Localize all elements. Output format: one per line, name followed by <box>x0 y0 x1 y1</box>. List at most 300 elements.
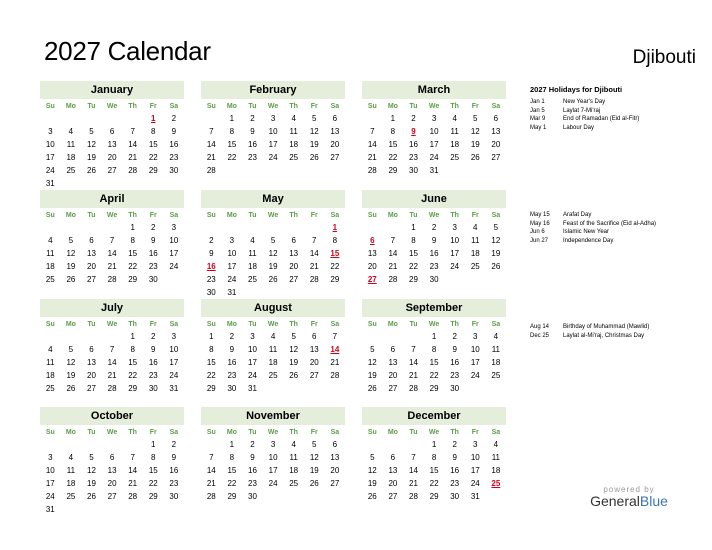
day-cell[interactable]: 29 <box>227 492 237 501</box>
day-cell[interactable]: 22 <box>128 371 138 380</box>
day-cell[interactable]: 9 <box>151 236 156 245</box>
day-cell[interactable]: 15 <box>128 358 138 367</box>
holiday-day-cell[interactable]: 16 <box>206 262 216 271</box>
day-cell[interactable]: 30 <box>248 492 257 501</box>
day-cell[interactable]: 8 <box>130 345 135 354</box>
day-cell[interactable]: 26 <box>470 153 480 162</box>
day-cell[interactable]: 9 <box>151 345 156 354</box>
holiday-day-cell[interactable]: 15 <box>330 249 340 258</box>
day-cell[interactable]: 30 <box>148 384 158 393</box>
day-cell[interactable]: 12 <box>367 466 377 475</box>
day-cell[interactable]: 23 <box>248 479 257 488</box>
day-cell[interactable]: 14 <box>409 358 418 367</box>
day-cell[interactable]: 2 <box>151 223 156 232</box>
day-cell[interactable]: 27 <box>309 371 319 380</box>
day-cell[interactable]: 28 <box>107 384 117 393</box>
day-cell[interactable]: 19 <box>470 140 480 149</box>
day-cell[interactable]: 17 <box>45 153 55 162</box>
day-cell[interactable]: 7 <box>411 345 416 354</box>
day-cell[interactable]: 8 <box>411 236 416 245</box>
day-cell[interactable]: 2 <box>171 114 177 123</box>
day-cell[interactable]: 5 <box>270 236 276 245</box>
day-cell[interactable]: 17 <box>268 466 278 475</box>
day-cell[interactable]: 22 <box>388 153 398 162</box>
day-cell[interactable]: 5 <box>312 114 317 123</box>
day-cell[interactable]: 14 <box>206 466 216 475</box>
day-cell[interactable]: 7 <box>411 453 416 462</box>
day-cell[interactable]: 9 <box>171 453 177 462</box>
day-cell[interactable]: 27 <box>330 153 340 162</box>
day-cell[interactable]: 20 <box>388 479 398 488</box>
day-cell[interactable]: 10 <box>429 127 439 136</box>
day-cell[interactable]: 6 <box>89 345 94 354</box>
day-cell[interactable]: 1 <box>229 440 235 449</box>
day-cell[interactable]: 31 <box>470 492 480 501</box>
day-cell[interactable]: 2 <box>452 332 457 341</box>
day-cell[interactable]: 12 <box>289 345 299 354</box>
day-cell[interactable]: 31 <box>248 384 257 393</box>
day-cell[interactable]: 25 <box>470 262 480 271</box>
day-cell[interactable]: 21 <box>107 262 117 271</box>
day-cell[interactable]: 17 <box>248 358 257 367</box>
day-cell[interactable]: 12 <box>268 249 278 258</box>
day-cell[interactable]: 11 <box>289 127 298 136</box>
day-cell[interactable]: 1 <box>209 332 214 341</box>
day-cell[interactable]: 28 <box>128 166 138 175</box>
day-cell[interactable]: 4 <box>291 114 296 123</box>
day-cell[interactable]: 14 <box>409 466 418 475</box>
day-cell[interactable]: 11 <box>46 249 55 258</box>
day-cell[interactable]: 17 <box>169 358 179 367</box>
day-cell[interactable]: 10 <box>268 453 278 462</box>
day-cell[interactable]: 27 <box>388 384 398 393</box>
day-cell[interactable]: 7 <box>130 453 135 462</box>
day-cell[interactable]: 16 <box>248 140 257 149</box>
day-cell[interactable]: 20 <box>87 371 96 380</box>
day-cell[interactable]: 15 <box>148 466 158 475</box>
day-cell[interactable]: 20 <box>330 140 340 149</box>
day-cell[interactable]: 19 <box>309 140 319 149</box>
day-cell[interactable]: 15 <box>409 249 418 258</box>
day-cell[interactable]: 5 <box>68 236 74 245</box>
day-cell[interactable]: 8 <box>151 127 156 136</box>
day-cell[interactable]: 3 <box>452 223 457 232</box>
day-cell[interactable]: 8 <box>130 236 135 245</box>
day-cell[interactable]: 11 <box>491 345 501 354</box>
day-cell[interactable]: 30 <box>148 275 158 284</box>
day-cell[interactable]: 15 <box>148 140 158 149</box>
day-cell[interactable]: 1 <box>411 223 416 232</box>
day-cell[interactable]: 17 <box>169 249 179 258</box>
day-cell[interactable]: 6 <box>493 114 499 123</box>
day-cell[interactable]: 4 <box>250 236 255 245</box>
day-cell[interactable]: 28 <box>128 492 138 501</box>
day-cell[interactable]: 6 <box>291 236 296 245</box>
day-cell[interactable]: 21 <box>128 153 138 162</box>
day-cell[interactable]: 8 <box>229 453 235 462</box>
day-cell[interactable]: 31 <box>45 505 55 514</box>
day-cell[interactable]: 21 <box>409 371 418 380</box>
day-cell[interactable]: 11 <box>450 127 459 136</box>
day-cell[interactable]: 22 <box>429 371 439 380</box>
day-cell[interactable]: 12 <box>87 140 96 149</box>
day-cell[interactable]: 5 <box>312 440 317 449</box>
day-cell[interactable]: 6 <box>312 332 317 341</box>
day-cell[interactable]: 17 <box>470 358 480 367</box>
day-cell[interactable]: 24 <box>470 479 480 488</box>
day-cell[interactable]: 24 <box>470 371 480 380</box>
day-cell[interactable]: 26 <box>87 166 96 175</box>
day-cell[interactable]: 30 <box>169 492 179 501</box>
day-cell[interactable]: 30 <box>409 166 418 175</box>
day-cell[interactable]: 29 <box>330 275 340 284</box>
day-cell[interactable]: 6 <box>390 345 396 354</box>
day-cell[interactable]: 23 <box>148 262 158 271</box>
day-cell[interactable]: 31 <box>429 166 439 175</box>
day-cell[interactable]: 9 <box>250 127 255 136</box>
day-cell[interactable]: 21 <box>409 479 418 488</box>
day-cell[interactable]: 25 <box>289 153 299 162</box>
day-cell[interactable]: 14 <box>206 140 216 149</box>
day-cell[interactable]: 16 <box>169 140 179 149</box>
day-cell[interactable]: 11 <box>268 345 278 354</box>
day-cell[interactable]: 27 <box>330 479 340 488</box>
day-cell[interactable]: 25 <box>491 371 501 380</box>
day-cell[interactable]: 15 <box>206 358 216 367</box>
day-cell[interactable]: 20 <box>289 262 299 271</box>
day-cell[interactable]: 21 <box>388 262 398 271</box>
day-cell[interactable]: 24 <box>227 275 237 284</box>
day-cell[interactable]: 30 <box>206 288 216 297</box>
day-cell[interactable]: 14 <box>128 140 138 149</box>
day-cell[interactable]: 11 <box>491 453 501 462</box>
day-cell[interactable]: 3 <box>171 332 177 341</box>
day-cell[interactable]: 15 <box>429 466 439 475</box>
day-cell[interactable]: 8 <box>209 345 214 354</box>
holiday-day-cell[interactable]: 14 <box>330 345 340 354</box>
day-cell[interactable]: 29 <box>206 384 216 393</box>
day-cell[interactable]: 10 <box>169 345 179 354</box>
day-cell[interactable]: 18 <box>66 153 76 162</box>
day-cell[interactable]: 15 <box>388 140 398 149</box>
day-cell[interactable]: 26 <box>309 479 319 488</box>
day-cell[interactable]: 18 <box>268 358 278 367</box>
day-cell[interactable]: 2 <box>431 223 437 232</box>
day-cell[interactable]: 17 <box>429 140 439 149</box>
day-cell[interactable]: 13 <box>87 358 96 367</box>
day-cell[interactable]: 12 <box>66 358 76 367</box>
day-cell[interactable]: 29 <box>148 492 158 501</box>
day-cell[interactable]: 12 <box>367 358 377 367</box>
day-cell[interactable]: 2 <box>250 440 255 449</box>
day-cell[interactable]: 22 <box>227 153 237 162</box>
day-cell[interactable]: 20 <box>309 358 319 367</box>
day-cell[interactable]: 3 <box>250 332 255 341</box>
day-cell[interactable]: 27 <box>87 384 96 393</box>
day-cell[interactable]: 13 <box>491 127 501 136</box>
day-cell[interactable]: 10 <box>450 236 460 245</box>
day-cell[interactable]: 28 <box>206 492 216 501</box>
day-cell[interactable]: 28 <box>409 492 418 501</box>
day-cell[interactable]: 9 <box>229 345 235 354</box>
day-cell[interactable]: 13 <box>309 345 319 354</box>
day-cell[interactable]: 28 <box>107 275 117 284</box>
day-cell[interactable]: 5 <box>89 127 94 136</box>
day-cell[interactable]: 19 <box>367 371 377 380</box>
day-cell[interactable]: 22 <box>227 479 237 488</box>
day-cell[interactable]: 26 <box>367 492 377 501</box>
day-cell[interactable]: 20 <box>367 262 377 271</box>
day-cell[interactable]: 20 <box>87 262 96 271</box>
day-cell[interactable]: 11 <box>66 140 76 149</box>
day-cell[interactable]: 13 <box>330 127 340 136</box>
day-cell[interactable]: 23 <box>169 479 179 488</box>
day-cell[interactable]: 16 <box>169 466 179 475</box>
day-cell[interactable]: 8 <box>431 345 437 354</box>
day-cell[interactable]: 12 <box>470 127 480 136</box>
day-cell[interactable]: 5 <box>68 345 74 354</box>
day-cell[interactable]: 25 <box>289 479 299 488</box>
day-cell[interactable]: 28 <box>330 371 340 380</box>
day-cell[interactable]: 6 <box>109 127 115 136</box>
day-cell[interactable]: 18 <box>491 466 501 475</box>
day-cell[interactable]: 8 <box>151 453 156 462</box>
day-cell[interactable]: 4 <box>452 114 457 123</box>
day-cell[interactable]: 27 <box>107 166 117 175</box>
day-cell[interactable]: 10 <box>45 466 55 475</box>
day-cell[interactable]: 29 <box>429 384 439 393</box>
day-cell[interactable]: 26 <box>309 153 319 162</box>
day-cell[interactable]: 5 <box>473 114 478 123</box>
day-cell[interactable]: 23 <box>148 371 158 380</box>
day-cell[interactable]: 7 <box>332 332 338 341</box>
day-cell[interactable]: 19 <box>309 466 319 475</box>
day-cell[interactable]: 23 <box>450 479 460 488</box>
day-cell[interactable]: 10 <box>470 453 480 462</box>
day-cell[interactable]: 24 <box>248 371 257 380</box>
day-cell[interactable]: 7 <box>209 127 214 136</box>
day-cell[interactable]: 2 <box>250 114 255 123</box>
day-cell[interactable]: 11 <box>248 249 257 258</box>
day-cell[interactable]: 10 <box>268 127 278 136</box>
day-cell[interactable]: 6 <box>332 440 338 449</box>
day-cell[interactable]: 18 <box>470 249 480 258</box>
day-cell[interactable]: 4 <box>68 453 74 462</box>
day-cell[interactable]: 29 <box>429 492 439 501</box>
day-cell[interactable]: 19 <box>87 153 96 162</box>
day-cell[interactable]: 5 <box>89 453 94 462</box>
day-cell[interactable]: 21 <box>309 262 319 271</box>
day-cell[interactable]: 4 <box>270 332 276 341</box>
day-cell[interactable]: 7 <box>370 127 375 136</box>
day-cell[interactable]: 24 <box>169 371 179 380</box>
day-cell[interactable]: 18 <box>66 479 76 488</box>
day-cell[interactable]: 24 <box>450 262 460 271</box>
day-cell[interactable]: 19 <box>367 479 377 488</box>
day-cell[interactable]: 31 <box>169 384 179 393</box>
day-cell[interactable]: 3 <box>229 236 235 245</box>
day-cell[interactable]: 15 <box>128 249 138 258</box>
day-cell[interactable]: 4 <box>68 127 74 136</box>
day-cell[interactable]: 26 <box>66 384 76 393</box>
day-cell[interactable]: 1 <box>130 223 135 232</box>
day-cell[interactable]: 7 <box>109 345 115 354</box>
day-cell[interactable]: 18 <box>289 466 299 475</box>
day-cell[interactable]: 8 <box>431 453 437 462</box>
day-cell[interactable]: 8 <box>390 127 396 136</box>
day-cell[interactable]: 24 <box>45 166 55 175</box>
day-cell[interactable]: 19 <box>268 262 278 271</box>
day-cell[interactable]: 12 <box>309 453 319 462</box>
day-cell[interactable]: 16 <box>148 358 158 367</box>
day-cell[interactable]: 22 <box>128 262 138 271</box>
day-cell[interactable]: 12 <box>309 127 319 136</box>
day-cell[interactable]: 24 <box>268 479 278 488</box>
day-cell[interactable]: 6 <box>89 236 94 245</box>
day-cell[interactable]: 22 <box>148 479 158 488</box>
day-cell[interactable]: 18 <box>491 358 501 367</box>
holiday-day-cell[interactable]: 6 <box>370 236 375 245</box>
day-cell[interactable]: 3 <box>431 114 437 123</box>
day-cell[interactable]: 23 <box>206 275 216 284</box>
day-cell[interactable]: 2 <box>229 332 235 341</box>
day-cell[interactable]: 16 <box>409 140 418 149</box>
day-cell[interactable]: 14 <box>309 249 319 258</box>
day-cell[interactable]: 23 <box>169 153 179 162</box>
holiday-day-cell[interactable]: 1 <box>151 114 156 123</box>
day-cell[interactable]: 31 <box>45 179 55 188</box>
day-cell[interactable]: 10 <box>470 345 480 354</box>
day-cell[interactable]: 5 <box>370 345 375 354</box>
day-cell[interactable]: 23 <box>248 153 257 162</box>
day-cell[interactable]: 23 <box>227 371 237 380</box>
day-cell[interactable]: 20 <box>107 153 117 162</box>
day-cell[interactable]: 18 <box>45 371 55 380</box>
holiday-day-cell[interactable]: 9 <box>411 127 416 136</box>
holiday-day-cell[interactable]: 1 <box>332 223 338 232</box>
day-cell[interactable]: 23 <box>450 371 460 380</box>
day-cell[interactable]: 7 <box>109 236 115 245</box>
day-cell[interactable]: 13 <box>388 358 398 367</box>
day-cell[interactable]: 19 <box>87 479 96 488</box>
day-cell[interactable]: 21 <box>128 479 138 488</box>
day-cell[interactable]: 1 <box>431 332 437 341</box>
day-cell[interactable]: 12 <box>491 236 501 245</box>
day-cell[interactable]: 16 <box>148 249 158 258</box>
day-cell[interactable]: 1 <box>151 440 156 449</box>
day-cell[interactable]: 28 <box>206 166 216 175</box>
day-cell[interactable]: 1 <box>130 332 135 341</box>
day-cell[interactable]: 25 <box>450 153 460 162</box>
day-cell[interactable]: 17 <box>45 479 55 488</box>
day-cell[interactable]: 1 <box>431 440 437 449</box>
day-cell[interactable]: 9 <box>431 236 437 245</box>
day-cell[interactable]: 26 <box>289 371 299 380</box>
day-cell[interactable]: 15 <box>227 140 237 149</box>
day-cell[interactable]: 2 <box>452 440 457 449</box>
day-cell[interactable]: 21 <box>367 153 377 162</box>
day-cell[interactable]: 3 <box>171 223 177 232</box>
day-cell[interactable]: 15 <box>429 358 439 367</box>
day-cell[interactable]: 26 <box>268 275 278 284</box>
day-cell[interactable]: 19 <box>289 358 299 367</box>
day-cell[interactable]: 22 <box>409 262 418 271</box>
day-cell[interactable]: 12 <box>66 249 76 258</box>
day-cell[interactable]: 10 <box>227 249 237 258</box>
day-cell[interactable]: 22 <box>429 479 439 488</box>
day-cell[interactable]: 29 <box>148 166 158 175</box>
day-cell[interactable]: 9 <box>171 127 177 136</box>
day-cell[interactable]: 20 <box>388 371 398 380</box>
day-cell[interactable]: 3 <box>48 127 53 136</box>
day-cell[interactable]: 27 <box>388 492 398 501</box>
day-cell[interactable]: 24 <box>429 153 439 162</box>
day-cell[interactable]: 7 <box>390 236 396 245</box>
day-cell[interactable]: 6 <box>332 114 338 123</box>
day-cell[interactable]: 16 <box>429 249 439 258</box>
day-cell[interactable]: 21 <box>206 153 216 162</box>
day-cell[interactable]: 28 <box>309 275 319 284</box>
day-cell[interactable]: 13 <box>87 249 96 258</box>
day-cell[interactable]: 18 <box>289 140 299 149</box>
day-cell[interactable]: 25 <box>66 492 76 501</box>
day-cell[interactable]: 22 <box>330 262 340 271</box>
day-cell[interactable]: 11 <box>66 466 76 475</box>
day-cell[interactable]: 28 <box>388 275 398 284</box>
day-cell[interactable]: 21 <box>330 358 340 367</box>
day-cell[interactable]: 31 <box>227 288 237 297</box>
day-cell[interactable]: 13 <box>107 140 117 149</box>
day-cell[interactable]: 23 <box>409 153 418 162</box>
day-cell[interactable]: 14 <box>388 249 398 258</box>
day-cell[interactable]: 13 <box>330 453 340 462</box>
day-cell[interactable]: 4 <box>48 236 53 245</box>
day-cell[interactable]: 24 <box>45 492 55 501</box>
day-cell[interactable]: 27 <box>87 275 96 284</box>
day-cell[interactable]: 19 <box>66 371 76 380</box>
day-cell[interactable]: 14 <box>128 466 138 475</box>
day-cell[interactable]: 17 <box>268 140 278 149</box>
day-cell[interactable]: 21 <box>107 371 117 380</box>
day-cell[interactable]: 20 <box>491 140 501 149</box>
day-cell[interactable]: 4 <box>473 223 478 232</box>
day-cell[interactable]: 17 <box>450 249 460 258</box>
day-cell[interactable]: 5 <box>291 332 296 341</box>
day-cell[interactable]: 9 <box>209 249 214 258</box>
day-cell[interactable]: 22 <box>206 371 216 380</box>
day-cell[interactable]: 29 <box>388 166 398 175</box>
day-cell[interactable]: 25 <box>268 371 278 380</box>
day-cell[interactable]: 4 <box>493 440 499 449</box>
day-cell[interactable]: 1 <box>229 114 235 123</box>
day-cell[interactable]: 11 <box>46 358 55 367</box>
day-cell[interactable]: 6 <box>390 453 396 462</box>
day-cell[interactable]: 3 <box>270 440 276 449</box>
day-cell[interactable]: 13 <box>367 249 377 258</box>
day-cell[interactable]: 4 <box>493 332 499 341</box>
day-cell[interactable]: 11 <box>289 453 298 462</box>
day-cell[interactable]: 6 <box>109 453 115 462</box>
day-cell[interactable]: 29 <box>128 384 138 393</box>
day-cell[interactable]: 24 <box>268 153 278 162</box>
day-cell[interactable]: 8 <box>332 236 338 245</box>
day-cell[interactable]: 14 <box>107 358 117 367</box>
day-cell[interactable]: 11 <box>471 236 480 245</box>
day-cell[interactable]: 18 <box>45 262 55 271</box>
day-cell[interactable]: 8 <box>229 127 235 136</box>
day-cell[interactable]: 30 <box>169 166 179 175</box>
day-cell[interactable]: 22 <box>148 153 158 162</box>
